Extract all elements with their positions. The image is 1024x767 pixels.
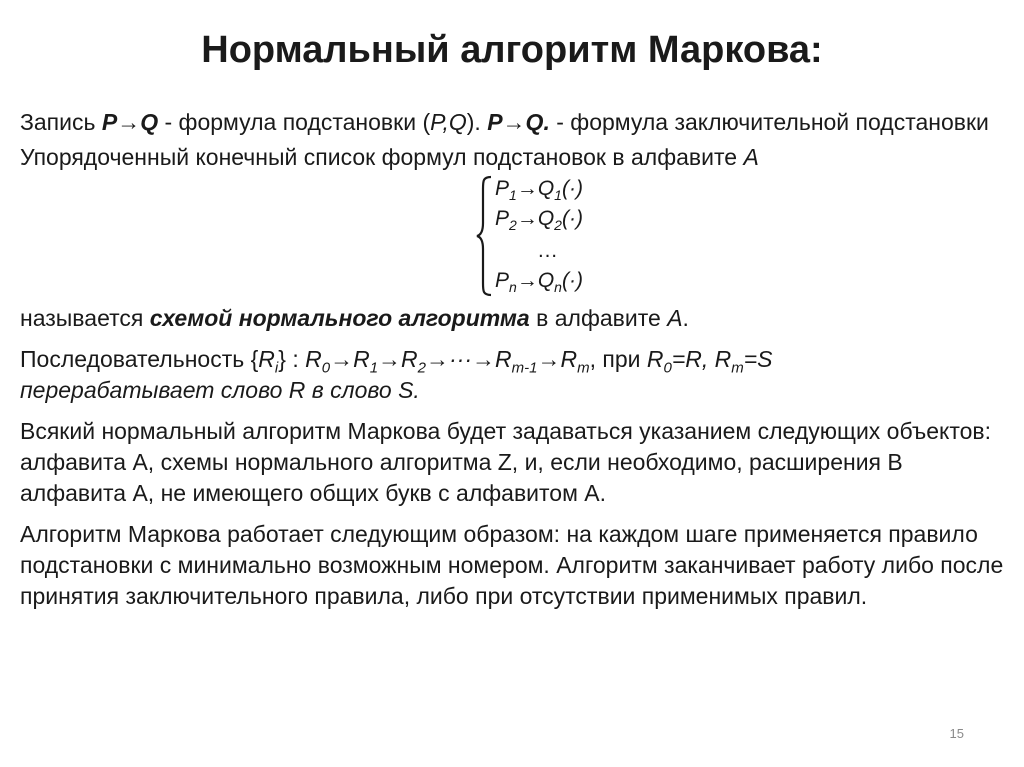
paragraph-list: [20, 142, 1010, 173]
paragraph-operation: Алгоритм Маркова работает следующим образом: на каждом шаге применяется правило подстановки с минимально возможным номером. Алгоритм заканчивает работу либо после принятия заключительного правила, либо при отсутствии применимых правил.: [20, 521, 1004, 609]
rule-ellipsis: …: [537, 239, 558, 262]
alphabet-symbol: A: [667, 305, 683, 331]
emphasis-term: схемой нормального алгоритма: [149, 305, 530, 331]
text: Запись: [20, 109, 102, 135]
text: - формула заключительной подстановки: [549, 109, 989, 135]
rule-2: $P_2\to Q_2(\cdot)$: [495, 207, 583, 234]
formula-substitution: P→Q: [101, 109, 159, 135]
sequence-conclusion: перерабатывает слово R в слово S.: [20, 377, 420, 403]
slide-title: Нормальный алгоритм Маркова:: [201, 29, 823, 71]
substitution-scheme: [475, 175, 655, 295]
rule-1: $P_1\to Q_1(\cdot)$: [495, 177, 583, 204]
rule-n: $P_n\to Q_n(\cdot)$: [495, 269, 583, 296]
text: - формула подстановки (: [158, 109, 431, 135]
text: называется: [20, 305, 150, 331]
text: Упорядоченный конечный список формул подстановок в алфавите: [20, 144, 744, 170]
alphabet-symbol: A: [743, 144, 759, 170]
slide-body: [20, 107, 1010, 622]
formula-final-substitution: P→Q.: [487, 109, 550, 135]
text: .: [682, 305, 689, 331]
text: в алфавите: [529, 305, 668, 331]
paragraph-definition: Всякий нормальный алгоритм Маркова будет задаваться указанием следующих объектов: алфавита А, схемы нормального алгоритма Z, и, если необходимо, расширения В алфавита А, не имеющего общих букв с алфавитом А.: [20, 418, 992, 506]
page-number: 15: [949, 726, 964, 741]
formula-pair: P,Q: [430, 109, 467, 135]
curly-brace-icon: [475, 175, 493, 297]
paragraph-scheme-definition: [20, 303, 1010, 334]
text: ).: [466, 109, 488, 135]
paragraph-record: [20, 107, 1010, 138]
paragraph-sequence: Последовательность $\{R_i\}$ : $R_0\to R_1\to R_2\to\cdot\cdot\cdot\to R_{m-1}\to R_m$, при $R_0=R$, $R_m=S$ перерабатывает слово R в слово S.: [20, 346, 773, 403]
